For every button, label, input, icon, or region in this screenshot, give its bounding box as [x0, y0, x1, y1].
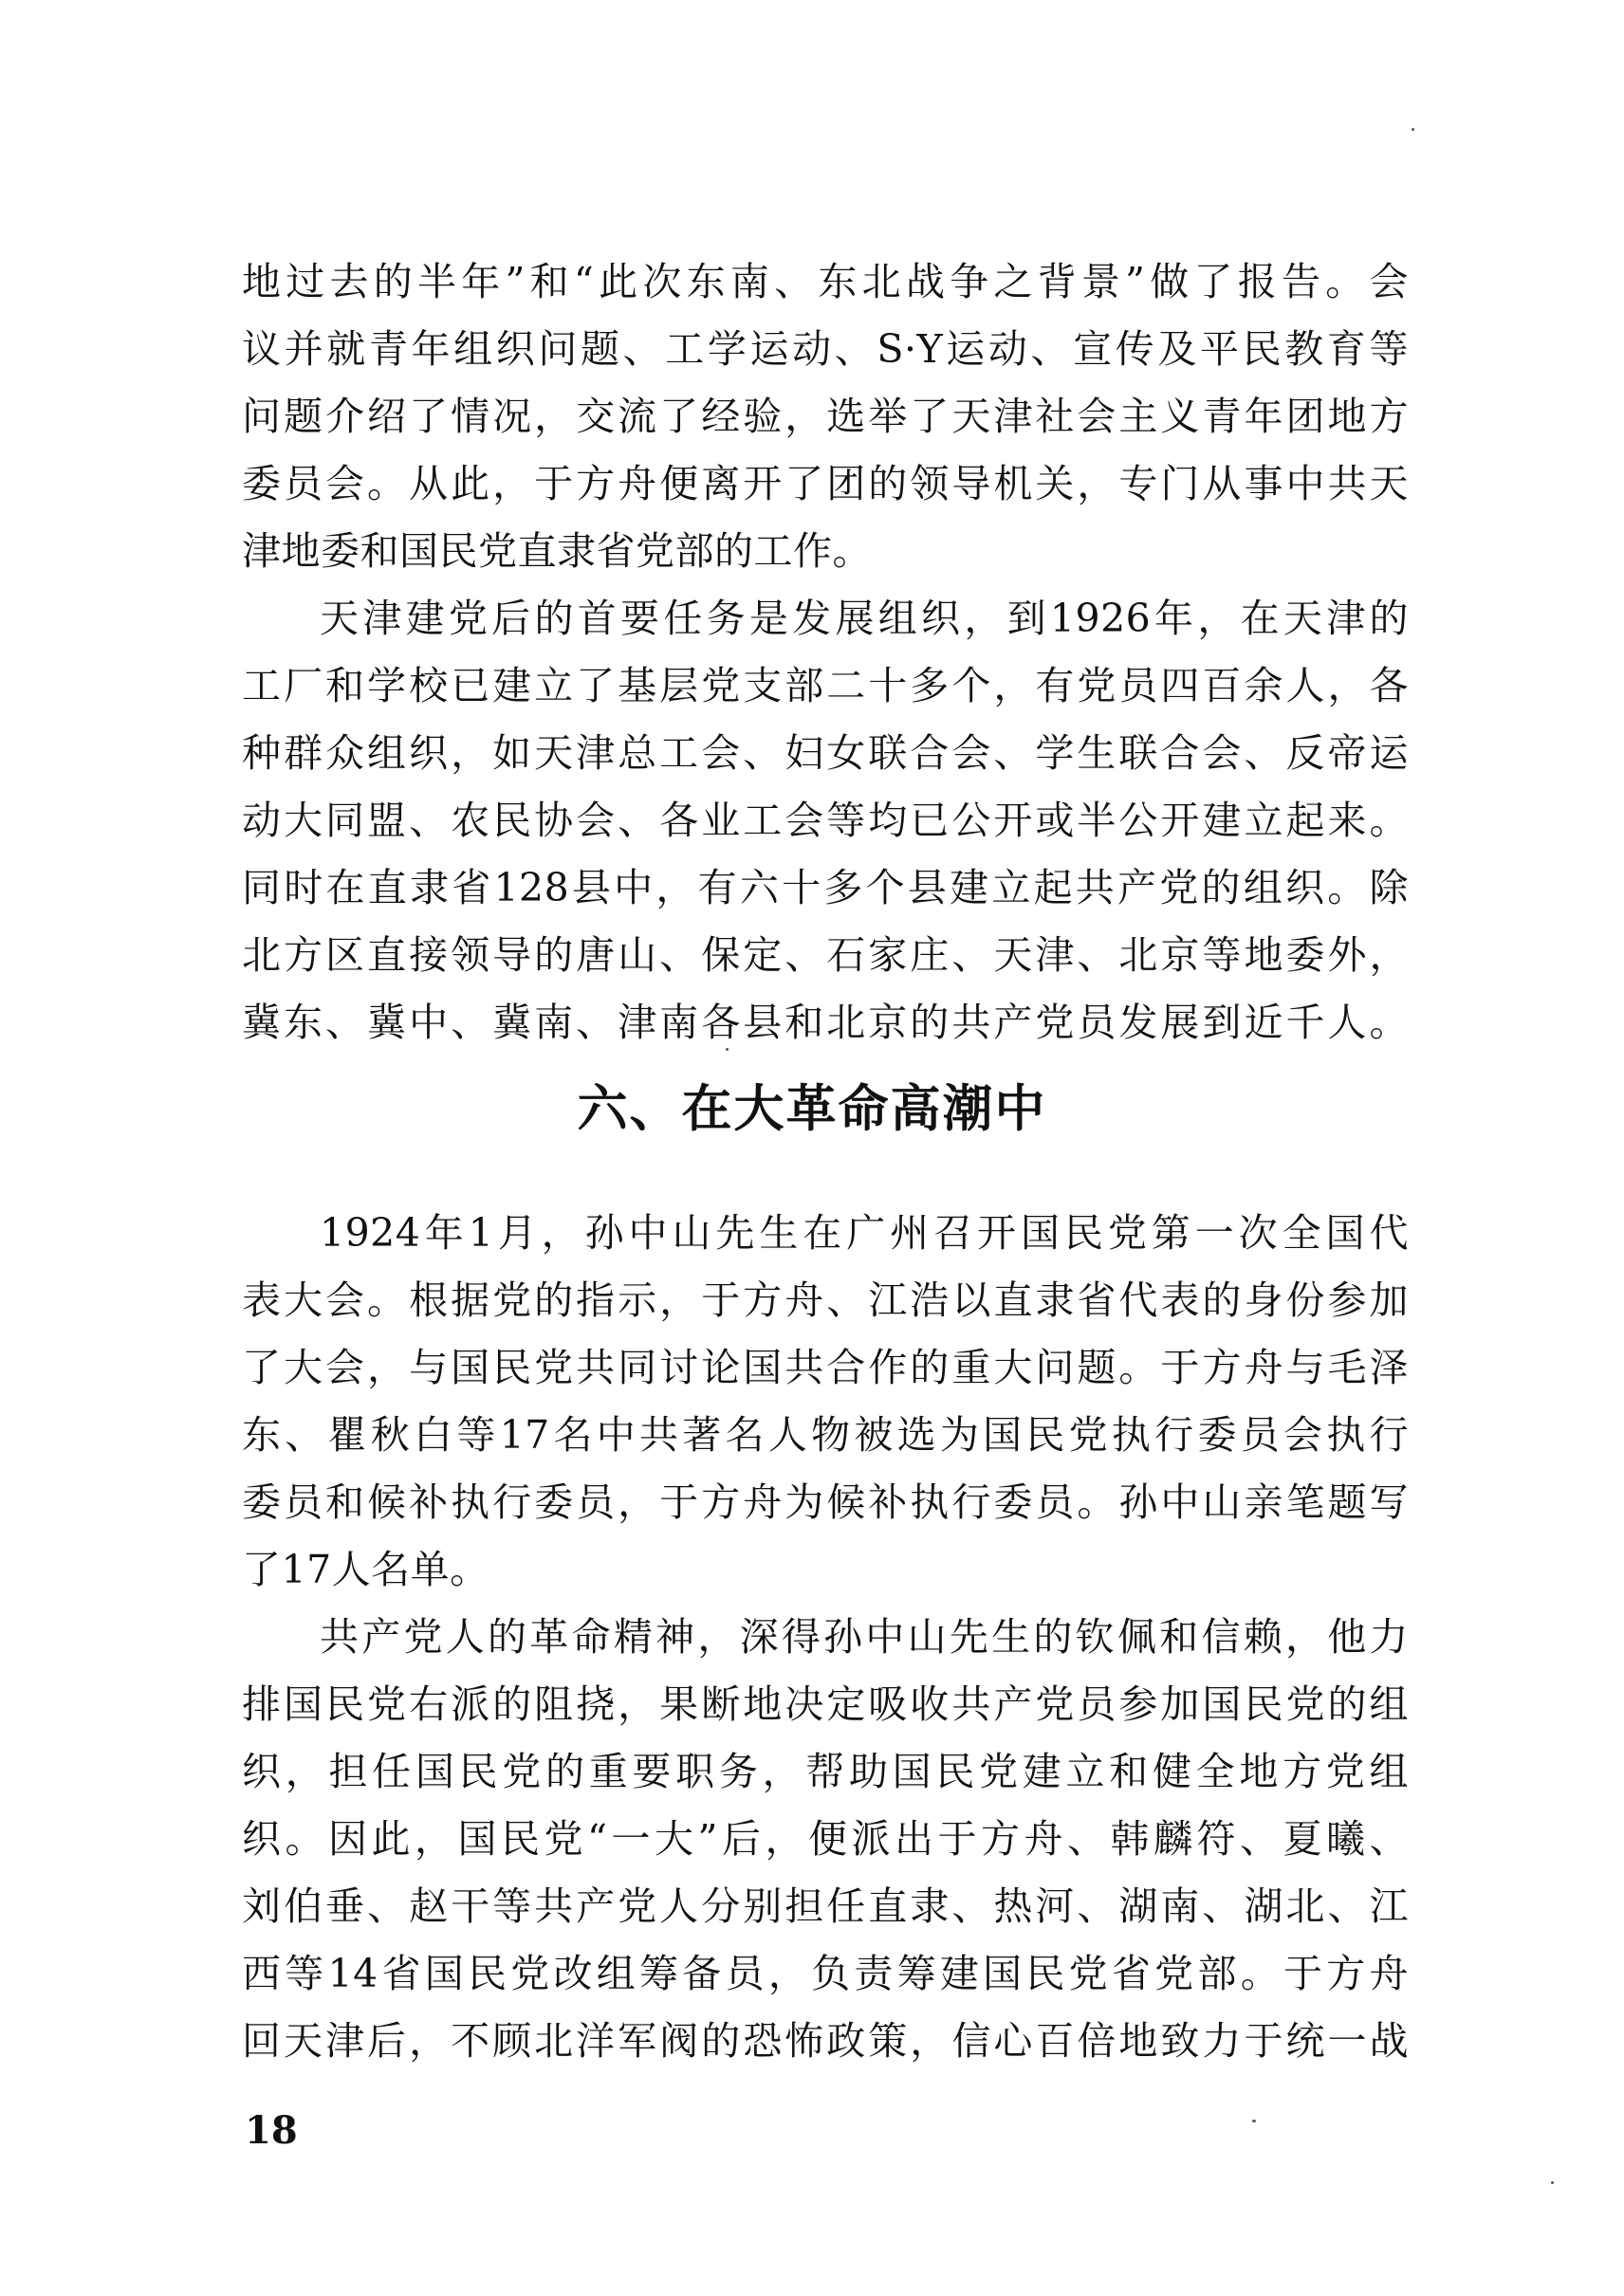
text-line: 表大会。根据党的指示，于方舟、江浩以直隶省代表的身份参加: [242, 1277, 1409, 1323]
text-line: 种群众组织，如天津总工会、妇女联合会、学生联合会、反帝运: [242, 730, 1409, 776]
text-line: 织，担任国民党的重要职务，帮助国民党建立和健全地方党组: [242, 1749, 1409, 1794]
section-heading: 六、在大革命高潮中: [577, 1080, 1047, 1138]
text-line: 同时在直隶省128县中，有六十多个县建立起共产党的组织。除: [242, 865, 1409, 910]
paragraphs-top: [242, 248, 1409, 1056]
text-line: 地过去的半年”和“此次东南、东北战争之背景”做了报告。会: [242, 259, 1409, 304]
scan-speck: [726, 1048, 729, 1051]
text-line: 委员会。从此，于方舟便离开了团的领导机关，专门从事中共天: [242, 461, 1409, 506]
text-line: 织。因此，国民党“一大”后，便派出于方舟、韩麟符、夏曦、: [242, 1816, 1409, 1862]
scan-speck: [1412, 128, 1414, 131]
text-line: 委员和候补执行委员，于方舟为候补执行委员。孙中山亲笔题写: [242, 1479, 1409, 1525]
text-line: 了大会，与国民党共同讨论国共合作的重大问题。于方舟与毛泽: [242, 1345, 1409, 1390]
text-line: 了17人名单。: [242, 1547, 489, 1592]
scan-speck: [1551, 2181, 1554, 2184]
text-line: 工厂和学校已建立了基层党支部二十多个，有党员四百余人，各: [242, 663, 1409, 708]
text-line: 刘伯垂、赵干等共产党人分别担任直隶、热河、湖南、湖北、江: [242, 1883, 1409, 1929]
text-line: 冀东、冀中、冀南、津南各县和北京的共产党员发展到近千人。: [242, 1000, 1409, 1045]
text-line: 北方区直接领导的唐山、保定、石家庄、天津、北京等地委外，: [242, 932, 1409, 978]
text-line: 津地委和国民党直隶省党部的工作。: [242, 528, 872, 574]
text-line: 议并就青年组织问题、工学运动、S·Y运动、宣传及平民教育等: [242, 326, 1409, 372]
text-line: 西等14省国民党改组筹备员，负责筹建国民党省党部。于方舟: [242, 1951, 1409, 1996]
paragraphs-bottom: [242, 1200, 1409, 2075]
text-line: 回天津后，不顾北洋军阀的恐怖政策，信心百倍地致力于统一战: [242, 2018, 1409, 2064]
text-line: 共产党人的革命精神，深得孙中山先生的钦佩和信赖，他力: [320, 1614, 1409, 1660]
text-line: 东、瞿秋白等17名中共著名人物被选为国民党执行委员会执行: [242, 1412, 1409, 1458]
text-line: 1924年1月，孙中山先生在广州召开国民党第一次全国代: [320, 1210, 1409, 1256]
text-line: 问题介绍了情况，交流了经验，选举了天津社会主义青年团地方: [242, 394, 1409, 439]
text-line: 动大同盟、农民协会、各业工会等均已公开或半公开建立起来。: [242, 798, 1409, 843]
text-line: 排国民党右派的阻挠，果断地决定吸收共产党员参加国民党的组: [242, 1681, 1409, 1727]
page-number: 18: [245, 2108, 298, 2153]
scan-speck: [1252, 2120, 1256, 2122]
text-line: 天津建党后的首要任务是发展组织，到1926年，在天津的: [320, 596, 1409, 641]
